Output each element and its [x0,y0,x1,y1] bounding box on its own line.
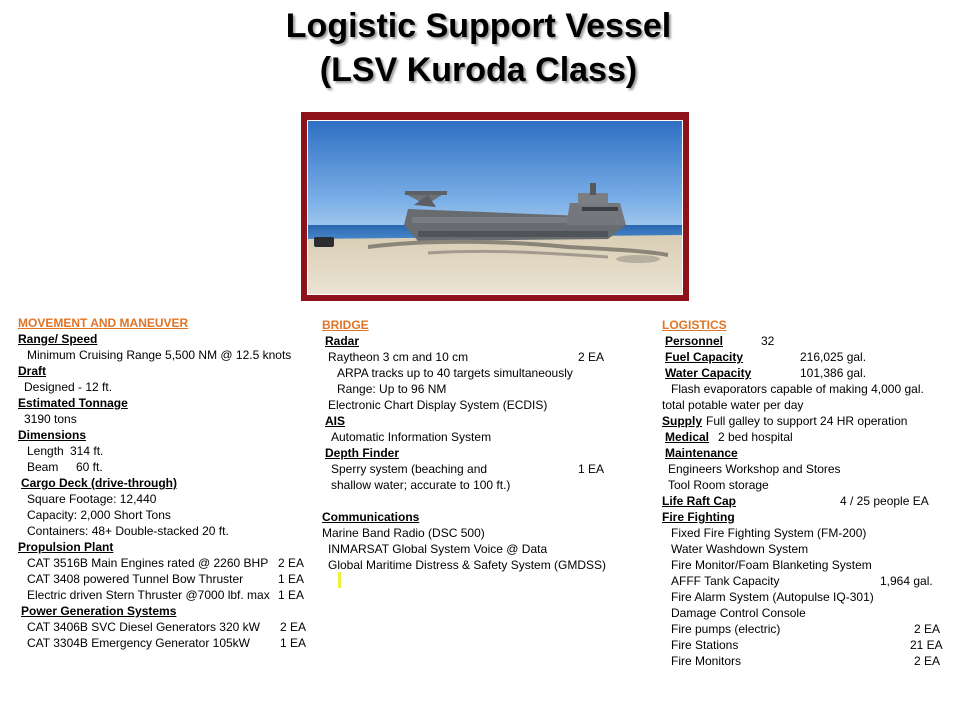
heading-maintenance: Maintenance [665,446,738,460]
fire-item-3: Fire Monitor/Foam Blanketing System [671,558,872,572]
heading-depth-finder: Depth Finder [325,446,399,460]
fire-item-4-value: 1,964 gal. [880,574,933,588]
medical-value: 2 bed hospital [718,430,793,444]
page-title [0,4,957,92]
heading-medical: Medical [665,430,710,444]
heading-fire-fighting: Fire Fighting [662,510,735,524]
depth-shallow: shallow water; accurate to 100 ft.) [331,478,511,492]
fuel-value: 216,025 gal. [800,350,867,364]
fire-item-8-qty: 21 EA [910,638,943,652]
fire-item-9-qty: 2 EA [914,654,941,668]
potable-water: total potable water per day [662,398,804,412]
movement-column [18,315,318,655]
comms-item-3: Global Maritime Distress & Safety System (GMDSS) [328,558,607,572]
comms-item-1: Marine Band Radio (DSC 500) [322,526,485,540]
comms-item-2: INMARSAT Global System Voice @ Data [328,542,548,556]
propulsion-item-2: CAT 3408 powered Tunnel Bow Thruster [27,572,244,586]
generator-qty-1: 2 EA [280,620,307,634]
supply-value: Full galley to support 24 HR operation [706,414,908,428]
length-value: 314 ft. [70,444,104,458]
heading-draft: Draft [18,364,47,378]
heading-water: Water Capacity [665,366,752,380]
depth-sperry: Sperry system (beaching and [331,462,488,476]
heading-supply: Supply [662,414,703,428]
ecdis: Electronic Chart Display System (ECDIS) [328,398,548,412]
title-line-2: (LSV Kuroda Class) [319,51,638,89]
section-logistics: LOGISTICS [662,318,727,332]
maintenance-toolroom: Tool Room storage [668,478,769,492]
tonnage-value: 3190 tons [24,412,77,426]
generator-item-2: CAT 3304B Emergency Generator 105kW [27,636,250,650]
fire-item-8: Fire Stations [671,638,739,652]
fire-item-5: Fire Alarm System (Autopulse IQ-301) [671,590,874,604]
logistics-column [662,317,952,673]
generator-item-1: CAT 3406B SVC Diesel Generators 320 kW [27,620,260,634]
beam-label: Beam [27,460,59,474]
heading-range-speed: Range/ Speed [18,332,98,346]
life-raft-value: 4 / 25 people EA [840,494,929,508]
radar-arpa: ARPA tracks up to 40 targets simultaneously [337,366,573,380]
propulsion-item-3: Electric driven Stern Thruster @7000 lbf. max [27,588,270,602]
fire-item-9: Fire Monitors [671,654,742,668]
fire-item-4: AFFF Tank Capacity [671,574,780,588]
propulsion-item-1: CAT 3516B Main Engines rated @ 2260 BHP [27,556,269,570]
radar-qty: 2 EA [578,350,605,364]
cargo-footage: Square Footage: 12,440 [27,492,157,506]
propulsion-qty-2: 1 EA [278,572,305,586]
fire-item-7-qty: 2 EA [914,622,941,636]
heading-dimensions: Dimensions [18,428,87,442]
length-label: Length [27,444,64,458]
heading-life-raft: Life Raft Cap [662,494,737,508]
depth-qty: 1 EA [578,462,605,476]
cargo-containers: Containers: 48+ Double-stacked 20 ft. [27,524,229,538]
ais-description: Automatic Information System [331,430,492,444]
vessel-photo [307,120,683,295]
fire-item-6: Damage Control Console [671,606,806,620]
fire-item-7: Fire pumps (electric) [671,622,781,636]
maintenance-workshop: Engineers Workshop and Stores [668,462,841,476]
radar-range: Range: Up to 96 NM [337,382,447,396]
cargo-capacity: Capacity: 2,000 Short Tons [27,508,171,522]
cruise-range: Minimum Cruising Range 5,500 NM @ 12.5 knots [27,348,292,362]
personnel-value: 32 [761,334,775,348]
bridge-column [322,317,622,577]
photo-frame [301,112,689,301]
flash-evaporators: Flash evaporators capable of making 4,000 gal. [671,382,924,396]
heading-cargo: Cargo Deck (drive-through) [21,476,178,490]
fire-item-1: Fixed Fire Fighting System (FM-200) [671,526,867,540]
section-movement: MOVEMENT AND MANEUVER [18,316,189,330]
propulsion-qty-3: 1 EA [278,588,305,602]
text-cursor-marker [338,572,341,588]
heading-ais: AIS [325,414,346,428]
heading-propulsion: Propulsion Plant [18,540,114,554]
heading-personnel: Personnel [665,334,724,348]
water-value: 101,386 gal. [800,366,867,380]
generator-qty-2: 1 EA [280,636,307,650]
heading-tonnage: Estimated Tonnage [18,396,128,410]
heading-communications: Communications [322,510,420,524]
beam-value: 60 ft. [76,460,103,474]
heading-radar: Radar [325,334,360,348]
heading-fuel: Fuel Capacity [665,350,744,364]
fire-item-2: Water Washdown System [671,542,809,556]
draft-designed: Designed - 12 ft. [24,380,113,394]
propulsion-qty-1: 2 EA [278,556,305,570]
heading-power: Power Generation Systems [21,604,177,618]
title-line-1: Logistic Support Vessel [285,7,672,45]
section-bridge: BRIDGE [322,318,369,332]
radar-raytheon: Raytheon 3 cm and 10 cm [328,350,469,364]
